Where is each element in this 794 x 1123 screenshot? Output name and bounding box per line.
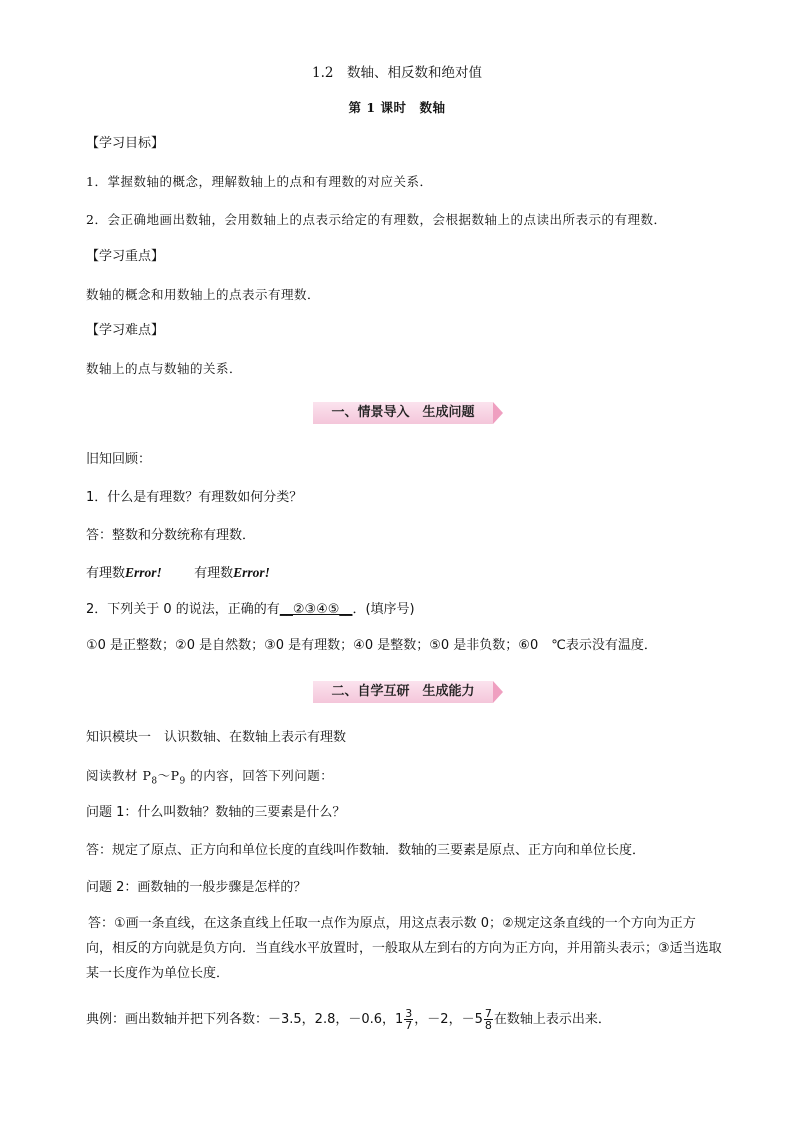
fraction-2: [484, 1008, 493, 1031]
answer-line: 某一长度作为单位长度．: [86, 966, 230, 981]
classification-row: [86, 564, 270, 583]
difficulty-text: 数轴上的点与数轴的关系．: [86, 361, 243, 376]
page-sub-2: 9: [179, 776, 186, 787]
key-text: 数轴的概念和用数轴上的点表示有理数．: [86, 287, 321, 302]
question-2-answer: __②③④⑤__: [279, 602, 353, 617]
banner-text: 二、自学互研 生成能力: [331, 684, 475, 699]
question-2-prefix: 2．下列关于 0 的说法，正确的有: [86, 602, 280, 617]
example-prefix: 典例：画出数轴并把下列各数：－3.5，2.8，－0.6，1: [86, 1012, 404, 1027]
module-heading: 知识模块一 认识数轴、在数轴上表示有理数: [86, 730, 347, 745]
problem-2: 问题 2：画数轴的一般步骤是怎样的？: [86, 880, 307, 895]
banner-arrow-icon: [493, 402, 503, 424]
reading-suffix: 的内容，回答下列问题：: [185, 768, 334, 783]
page-title: 1.2 数轴、相反数和绝对值: [312, 65, 482, 81]
question-1: 1．什么是有理数？有理数如何分类？: [86, 490, 303, 505]
section-banner-2: [313, 681, 505, 703]
answer-line: 答：①画一条直线，在这条直线上任取一点作为原点，用这点表示数 0；②规定这条直线的一个方向为正方: [88, 916, 696, 931]
answer-1: 答：整数和分数统称有理数．: [86, 528, 256, 543]
example-middle: ，－2，－5: [414, 1012, 483, 1027]
banner-text: 一、情景导入 生成问题: [331, 405, 475, 420]
section-banner-1: [313, 402, 505, 424]
reading-prefix: 阅读教材 P: [86, 768, 152, 783]
answer-line: 向，相反的方向就是负方向．当直线水平放置时，一般取从左到右的方向为正方向，并用箭头表示；③适当选取: [86, 941, 722, 956]
fraction-2-denominator: 8: [484, 1019, 492, 1032]
fraction-1-denominator: 7: [405, 1019, 413, 1032]
reading-tilde: ～P: [157, 768, 180, 783]
problem-1-answer: 答：规定了原点、正方向和单位长度的直线叫作数轴．数轴的三要素是原点、正方向和单位长度．: [86, 843, 646, 858]
objective-item: 2．会正确地画出数轴，会用数轴上的点表示给定的有理数，会根据数轴上的点读出所表示的有理数．: [86, 212, 667, 227]
classify-label-2: 有理数: [194, 566, 234, 581]
example-suffix: 在数轴上表示出来．: [493, 1012, 611, 1027]
reading-instruction: [86, 767, 333, 791]
difficulty-heading: 【学习难点】: [86, 323, 165, 338]
key-heading: 【学习重点】: [86, 249, 165, 264]
review-label: 旧知回顾：: [86, 452, 152, 467]
problem-1: 问题 1：什么叫数轴？数轴的三要素是什么？: [86, 805, 346, 820]
objectives-heading: 【学习目标】: [86, 136, 165, 151]
classify-label-1: 有理数: [86, 566, 126, 581]
error-text-1: Error!: [125, 565, 162, 580]
question-2: [86, 601, 415, 619]
question-2-suffix: ．(填序号): [352, 602, 415, 617]
fraction-2-numerator: 7: [484, 1007, 492, 1020]
fraction-1: [404, 1008, 413, 1031]
objective-item: 1．掌握数轴的概念，理解数轴上的点和有理数的对应关系．: [86, 174, 433, 189]
question-2-options: ①0 是正整数；②0 是自然数；③0 是有理数；④0 是整数；⑤0 是非负数；⑥0 ℃表示没有温度．: [86, 638, 657, 653]
example-problem: [86, 1008, 611, 1032]
fraction-1-numerator: 3: [405, 1007, 413, 1020]
banner-arrow-icon: [493, 681, 503, 703]
problem-2-answer: [86, 911, 720, 986]
error-text-2: Error!: [233, 565, 270, 580]
page-sub-1: 8: [151, 776, 158, 787]
lesson-subtitle: 第 1 课时 数轴: [348, 100, 446, 115]
